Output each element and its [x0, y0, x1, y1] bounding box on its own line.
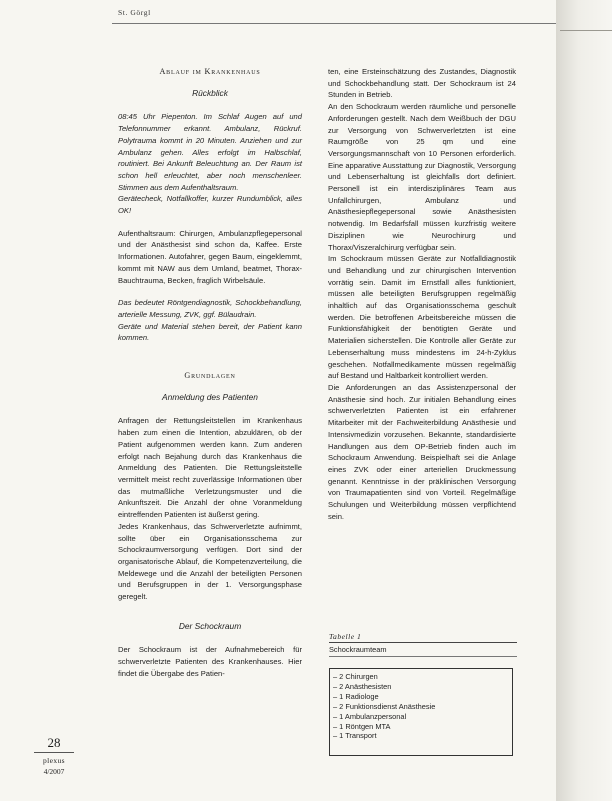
paragraph: 08:45 Uhr Piepenton. Im Schlaf Augen auf und Telefonnummer erkannt. Ambulanz, Rückruf. Polytrauma kommt in 20 Minuten. Anziehen und zur Ambulanz gehen. Alles erfolgt im Halbschlaf, routiniert. Bei Ankunft Beleuchtung an. Der Raum ist schon hell erleuchtet, aber noch menschenleer. Stimmen aus dem Aufenthaltsraum. [118, 112, 302, 192]
left-column [118, 66, 302, 680]
issue-number: 4/2007 [43, 767, 65, 776]
table-caption-rule [329, 656, 517, 657]
table-title: Tabelle 1 [329, 632, 362, 641]
paragraph: Anfragen der Rettungsleitstellen im Krankenhaus haben zum einen die Intention, abzuklären, ob der Patient aufgenommen werden kann. Zum anderen erfolgt nach Bejahung durch das Krankenhaus die Anmeldung des Patienten. Die Rettungsleitstelle vermittelt meist recht zuverlässige Informationen über das mutmaßliche Verletzungsmuster und die Ankunftszeit. Die Anzahl der ohne Voranmeldung eintreffenden Patienten ist äußerst gering. [118, 416, 302, 520]
table-title-rule [329, 642, 517, 643]
right-column [328, 66, 516, 522]
paragraph: Im Schockraum müssen Geräte zur Notfalldiagnostik und Behandlung und zur chirurgischen Intervention vorrätig sein. Damit im Ernstfall alles funktioniert, müssen alle beteiligten Berufsgruppen regelmäßig inhaltlich auf das Organisationsschema geschult werden. Die betroffenen Arbeitsbereiche müssen die Funktionsfähigkeit der benötigten Geräte und Materialien sicherstellen. Die Kontrolle aller Geräte zur Lebenserhaltung muss mindestens im 24-h-Zyklus geschehen. Notfallmedikamente müssen regelmäßig auf Bestand und Haltbarkeit kontrolliert werden. [328, 254, 516, 381]
paragraph: ten, eine Ersteinschätzung des Zustandes, Diagnostik und Schockbehandlung statt. Der Schockraum ist 24 Stunden in Betrieb. [328, 67, 516, 100]
list-item: – 1 Röntgen MTA [333, 721, 391, 731]
facing-page-rule [560, 30, 612, 31]
paragraph: Das bedeutet Röntgendiagnostik, Schockbehandlung, arterielle Messung, ZVK, ggf. Bülaudrain. [118, 298, 302, 319]
paragraph: Die Anforderungen an das Assistenzpersonal der Anästhesie sind hoch. Zur initialen Behandlung eines schwerverletzten Patienten ist ein erfahrener Mitarbeiter mit der Fachweiterbildung Anästhesie und Intensivmedizin vorzusehen. Bekannte, standardisierte Handlungen aus dem OP-Betrieb finden auch im Schockraum Anwendung. Beispielhaft sei die Anlage eines ZVK oder einer arteriellen Druckmessung genannt. Kenntnisse in der präklinischen Versorgung von Traumapatienten sind von Vorteil. Regelmäßige Schulungen und Weiterbildung müssen verpflichtend sein. [328, 382, 516, 521]
running-head: St. Görgl [118, 8, 151, 17]
team-list [333, 672, 512, 741]
subheading-schockraum: Der Schockraum [178, 620, 242, 631]
journal-name: plexus [43, 756, 65, 765]
list-item: – 2 Anästhesisten [333, 681, 392, 691]
subheading-rueckblick: Rückblick [192, 87, 228, 98]
list-item: – 1 Radiologe [333, 691, 379, 701]
table-caption: Schockraumteam [329, 645, 387, 654]
section-heading-grundlagen: Grundlagen [184, 371, 236, 381]
list-item: – 1 Ambulanzpersonal [333, 711, 407, 721]
list-item: – 2 Funktionsdienst Anästhesie [333, 701, 436, 711]
header-rule [112, 23, 556, 24]
footer-rule [34, 752, 74, 753]
section-heading-ablauf: Ablauf im Krankenhaus [159, 67, 261, 76]
page-number: 28 [47, 735, 61, 750]
paragraph: Jedes Krankenhaus, das Schwerverletzte aufnimmt, sollte über ein Organisationsschema zur Schockraumversorgung verfügen. Dort sind der organisatorische Ablauf, die Kompetenzverteilung, die Meldewege und die Anzahl der beteiligten Personen und Berufsgruppen in der 1. Versorgungsphase geregelt. [118, 521, 302, 602]
table-box [329, 668, 513, 756]
subheading-anmeldung: Anmeldung des Patienten [162, 391, 258, 402]
paragraph: Aufenthaltsraum: Chirurgen, Ambulanzpflegepersonal und der Anästhesist sind schon da, Kaffee. Erste Informationen. Autofahrer, gegen Baum, eingeklemmt, kommt mit NAW aus dem Umland, beatmet, Thorax-Bauchtrauma, Becken, fraglich Wirbelsäule. [118, 228, 302, 285]
paragraph: Geräte und Material stehen bereit, der Patient kann kommen. [118, 321, 302, 343]
list-item: – 1 Transport [333, 731, 377, 741]
paragraph: Gerätecheck, Notfallkoffer, kurzer Rundumblick, alles OK! [118, 194, 302, 216]
paragraph: An den Schockraum werden räumliche und personelle Anforderungen gestellt. Nach dem Weißbuch der DGU zur Versorgung von Schwerverletzten ist eine Raumgröße von 25 qm und eine Versorgungsmannschaft von 10 Personen erforderlich. Eine apparative Ausstattung zur Diagnostik, Versorgung und Lebenserhaltung ist gleichfalls dort definiert. Personell ist ein interdisziplinäres Team aus Unfallchirurgen, Ambulanz und Anästhesiepflegepersonal sowie Anästhesisten notwendig. Im Bedarfsfall müssen kurzfristig weitere Disziplinen wie Neurochirurg und Thorax/Viszeralchirurg verfügbar sein. [328, 102, 516, 252]
paragraph: Der Schockraum ist der Aufnahmebereich für schwerverletzte Patienten des Krankenhauses. Hier findet die Übergabe des Patien- [118, 645, 302, 678]
facing-page-edge [556, 0, 612, 801]
list-item: – 2 Chirurgen [333, 672, 378, 681]
